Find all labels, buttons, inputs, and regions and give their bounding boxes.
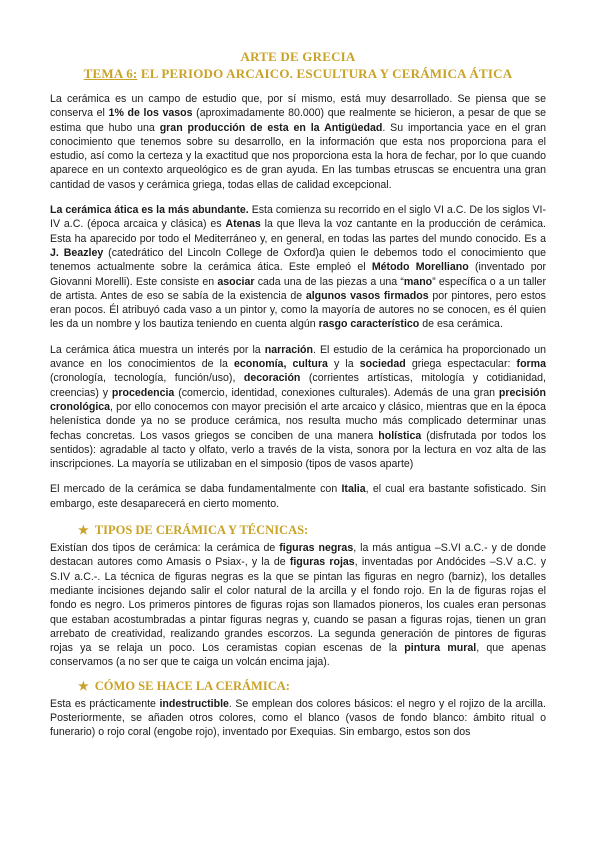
section-heading-label: TIPOS DE CERÁMICA Y TÉCNICAS: xyxy=(94,523,309,538)
text-run: . Se emplean dos colores básicos: el negro y el rojizo de la arcilla. Posteriormente, se añaden otros colores, como el blanco (vasos de fondo blanco: ámbito ritual o funerario) o rojo coral (engobe rojo), inventado por Exequias. Sin embargo, estos son dos xyxy=(50,697,546,739)
text-run: (catedrático del Lincoln College de Oxford)a quien le debemos todo el conocimiento que tenemos actualmente sobre la cerámica ática. Este empleó el xyxy=(50,246,546,274)
subtitle-text: EL PERIODO ARCAICO. ESCULTURA Y CERÁMICA ÁTICA xyxy=(137,66,513,81)
text-run: . Su importancia yace en el gran conocimiento que tenemos sobre su desarrollo, en la información que esta nos proporciona para el estudio, así como la certeza y la exactitud que nos proporciona esta la hora de fechar, por lo que cuando aparece en un contexto arqueológico es de gran ayuda. En las tumbas etruscas se encuentra una gran cantidad de vasos y cerámica griega, todas ellas de calidad excepcional. xyxy=(50,121,546,191)
star-icon: ★ xyxy=(78,678,89,693)
bold-text: La cerámica ática es la más abundante. xyxy=(50,204,249,217)
bold-text: narración xyxy=(264,343,313,356)
bold-text: Atenas xyxy=(225,218,261,231)
bold-text: J. Beazley xyxy=(50,246,104,259)
bold-text: asociar xyxy=(217,275,255,288)
bold-text: decoración xyxy=(243,372,301,385)
section-heading-label: CÓMO SE HACE LA CERÁMICA: xyxy=(94,678,290,693)
text-run: , inventadas por Andócides –S.V a.C. y S.IV a.C.-. La técnica de figuras negras es la que se pintan las figuras en negro (barniz), los detalles mediante incisiones dejando salir el color natural de la arcilla y el fondo rojo. En la de figuras rojas el fondo es negro. Los primeros pintores de figuras rojas son llamados pioneros, los cuales eran personas que estaban acostumbradas a pintar figuras negras y, cuando se pasan a figuras rojas, tienen un gran arrebato de creatividad, realizando grandes escorzos. La segunda generación de pintores de figuras rojas ya se relaja un poco. Los ceramistas copian escenas de la xyxy=(50,556,546,655)
paragraph-narration xyxy=(50,343,546,472)
bold-text: 1% de los vasos xyxy=(108,107,193,120)
subtitle-topic: TEMA 6: xyxy=(83,66,138,81)
bold-text: algunos vasos firmados xyxy=(305,289,429,302)
text-run: (disfrutada por todos los sentidos): agradable al tacto y olfato, verlo a través de la vista, sonora por la lectura en voz alta de las inscripciones. La mayoría se utilizaban en el simposio (tipos de vasos aparte) xyxy=(50,429,546,471)
bold-text: indestructible xyxy=(159,697,229,710)
bold-text: forma xyxy=(516,358,546,371)
text-run: (aproximadamente 80.000) que realmente se hicieron, a pesar de que se estima que hubo una xyxy=(50,107,547,134)
paragraph-how xyxy=(50,697,546,740)
bold-text: sociedad xyxy=(359,358,406,371)
bold-text: Italia xyxy=(341,483,366,496)
text-run: , la más antigua –S.VI a.C.- y de donde destacan autores como Amasis o Psiax-, y la de xyxy=(50,542,546,569)
bold-text: pintura mural xyxy=(404,642,477,655)
section-heading-how xyxy=(78,678,546,694)
section-heading-types xyxy=(78,522,546,538)
text-run: por pintores, pero estos eran pocos. Él atribuyó cada vaso a un pintor y, como la mayoría de autores no se conocen, es él quien les da un nombre y los bautiza teniendo en cuenta algún xyxy=(50,289,546,331)
text-run: (comercio, identidad, conexiones culturales). Además de una gran xyxy=(174,386,499,399)
text-run: ” específica o a un taller de artista. Antes de eso se sabía de la existencia de xyxy=(50,275,546,302)
text-run: y la xyxy=(327,358,360,371)
bold-text: figuras negras xyxy=(279,542,354,555)
text-run: (corrientes artísticas, mitología y cotidianidad, creencias) y xyxy=(50,372,546,399)
paragraph-attic-ceramics xyxy=(50,203,546,332)
text-run: de esa cerámica. xyxy=(419,318,503,331)
bold-text: mano xyxy=(403,275,433,288)
text-run: La cerámica ática muestra un interés por la xyxy=(50,343,265,356)
bold-text: precisión cronológica xyxy=(50,386,546,413)
text-run: Esta es prácticamente xyxy=(50,697,160,710)
paragraph-market xyxy=(50,482,546,511)
bold-text: procedencia xyxy=(111,386,175,399)
document-subtitle xyxy=(50,65,546,82)
text-run: Existían dos tipos de cerámica: la cerámica de xyxy=(50,542,280,555)
document-title: ARTE DE GRECIA xyxy=(240,49,356,64)
bold-text: Método Morelliano xyxy=(371,261,469,274)
text-run: griega espectacular: xyxy=(405,358,517,371)
bold-text: holística xyxy=(378,429,422,442)
text-run: . El estudio de la cerámica ha proporcionado un avance en los conocimientos de la xyxy=(50,343,546,371)
bold-text: gran producción de esta en la Antigüedad xyxy=(159,121,383,134)
paragraph-intro xyxy=(50,92,546,192)
paragraph-types xyxy=(50,541,546,670)
text-run: El mercado de la cerámica se daba fundamentalmente con xyxy=(50,483,342,496)
bold-text: economía, cultura xyxy=(234,358,328,371)
text-run: (cronología, tecnología, función/uso), xyxy=(50,372,244,385)
bold-text: figuras rojas xyxy=(289,556,355,569)
text-run: cada una de las piezas a una “ xyxy=(254,275,404,288)
text-run: (inventado por Giovanni Morelli). Este consiste en xyxy=(50,261,547,288)
text-run: la que lleva la voz cantante en la producción de cerámica. Esta ha aparecido por todo el Mediterráneo y, en general, en todas las partes del mundo conocido. Es a xyxy=(50,218,546,245)
bold-text: rasgo característico xyxy=(318,318,420,331)
text-run: La cerámica es un campo de estudio que, por sí mismo, está muy desarrollado. Se piensa que se conserva el xyxy=(50,93,546,120)
text-run: , por ello conocemos con mayor precisión el arte arcaico y clásico, mientras que en la época helenística donde ya no se produce cerámica, nos resulta mucho más complicado determinar unas fechas concretas. Los vasos griegos se conciben de una manera xyxy=(50,400,546,442)
text-run: Esta comienza su recorrido en el siglo VI a.C. De los siglos VI-IV a.C. (época arcaica y clásica) es xyxy=(50,204,547,231)
star-icon: ★ xyxy=(78,523,89,538)
text-run: , que apenas conservamos (a no ser que te caiga un volcán encima jaja). xyxy=(50,642,546,669)
text-run: , el cual era bastante sofisticado. Sin embargo, este desaparecerá en cierto momento. xyxy=(50,483,546,510)
